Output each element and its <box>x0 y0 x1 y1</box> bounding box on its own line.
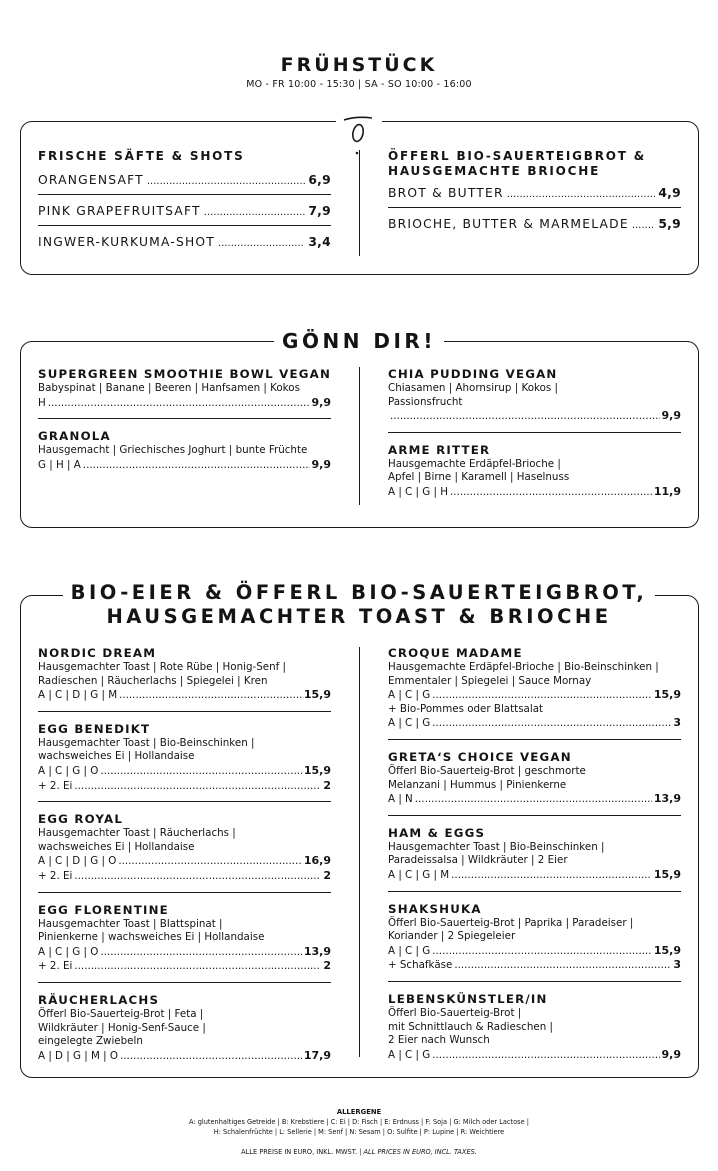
menu-item-name: INGWER-KURKUMA-SHOT <box>38 235 216 249</box>
menu-item-price: 9,9 <box>661 409 681 423</box>
allergen-codes: A | C | G | H <box>388 485 449 498</box>
menu-item-description: Hausgemachter Toast | Bio-Beinschinken | <box>38 736 255 749</box>
menu-item-title: CHIA PUDDING VEGAN <box>388 367 558 381</box>
allergen-codes: G | H | A <box>38 458 81 471</box>
menu-item <box>388 646 681 731</box>
menu-item-price-row <box>388 868 681 883</box>
menu-item-description: Hausgemachte Erdäpfel-Brioche | Bio-Beinschinken | <box>388 661 659 673</box>
menu-item-addon: + Bio-Pommes oder Blattsalat <box>388 702 544 715</box>
menu-item-description: eingelegte Zwiebeln <box>38 1035 143 1048</box>
menu-item-price-row <box>38 779 331 794</box>
section-goenn-dir-title-wrap <box>0 329 718 353</box>
dot-leader <box>48 397 310 411</box>
menu-item-price: 15,9 <box>303 763 331 777</box>
allergen-codes: A | C | G <box>388 944 431 957</box>
item-separator <box>388 739 681 740</box>
menu-item-price: 2 <box>323 959 331 973</box>
menu-item-title: LEBENSKÜNSTLER/IN <box>388 991 548 1006</box>
menu-item-price: 5,9 <box>658 217 681 231</box>
dot-leader <box>119 689 302 703</box>
item-separator <box>38 225 331 226</box>
menu-item <box>38 812 331 883</box>
menu-item-description: Koriander | 2 Spiegeleier <box>388 930 516 943</box>
menu-item <box>38 646 331 703</box>
menu-item-description: 2 Eier nach Wunsch <box>388 1034 490 1047</box>
allergen-codes: + 2. Ei <box>38 869 73 882</box>
menu-item <box>38 367 331 410</box>
menu-item-price-row <box>38 688 331 703</box>
dot-leader <box>390 410 660 424</box>
menu-item <box>388 750 681 807</box>
menu-item-price: 4,9 <box>658 186 681 200</box>
menu-item-price: 17,9 <box>303 1048 331 1062</box>
menu-item-price-row <box>38 854 331 869</box>
menu-item-title: NORDIC DREAM <box>38 646 157 660</box>
menu-item-price-row <box>388 792 681 807</box>
menu-item-title: EGG FLORENTINE <box>38 902 169 917</box>
section-eggs-title-line-2: HAUSGEMACHTER TOAST & BRIOCHE <box>98 605 619 628</box>
item-separator <box>38 194 331 195</box>
section-eggs-title-wrap <box>0 581 718 629</box>
menu-item-description: Hausgemacht | Griechisches Joghurt | bunte Früchte <box>38 444 308 457</box>
menu-item-price: 13,9 <box>653 792 681 806</box>
dot-leader <box>432 717 671 731</box>
item-separator <box>388 981 681 982</box>
menu-item-row <box>388 186 681 200</box>
column-divider <box>359 647 360 1057</box>
dot-leader <box>74 960 321 974</box>
bread-heading-line-2: HAUSGEMACHTE BRIOCHE <box>388 164 601 178</box>
price-note-en: ALL PRICES IN EURO, INCL. TAXES. <box>363 1148 477 1156</box>
menu-item <box>388 902 681 973</box>
bread-list <box>388 186 681 231</box>
allergen-line-2: H: Schalenfrüchte | L: Sellerie | M: Senf | N: Sesam | O: Sulfite | P: Lupine | R: Weichtiere <box>213 1128 505 1136</box>
allergen-line-1: A: glutenhaltiges Getreide | B: Krebstiere | C: Ei | D: Fisch | E: Erdnuss | F: Soja | G: Milch oder Lactose | <box>189 1118 529 1126</box>
menu-item-title: CROQUE MADAME <box>388 646 523 660</box>
menu-item <box>38 722 331 793</box>
menu-item-name: PINK GRAPEFRUITSAFT <box>38 204 201 218</box>
item-separator <box>388 207 681 208</box>
menu-item-price-row <box>388 485 681 500</box>
menu-item-title: EGG ROYAL <box>38 812 124 827</box>
menu-item-description: Öfferl Bio-Sauerteig-Brot | <box>388 1006 522 1019</box>
allergen-codes: A | C | D | G | O <box>38 855 117 868</box>
menu-item-price: 13,9 <box>303 944 331 958</box>
allergen-codes: A | C | G | O <box>38 945 99 958</box>
menu-item-title: HAM & EGGS <box>388 825 486 840</box>
menu-item <box>388 367 681 424</box>
dot-leader <box>432 689 652 703</box>
menu-item-price: 9,9 <box>311 457 331 471</box>
dot-leader <box>415 793 652 807</box>
eggs-right-column <box>388 646 681 1062</box>
item-separator <box>388 815 681 816</box>
allergen-title: ALLERGENE <box>336 1108 382 1116</box>
goenn-dir-left-column <box>38 367 331 472</box>
item-separator <box>388 891 681 892</box>
dot-leader <box>83 459 310 473</box>
dot-leader <box>451 869 652 883</box>
menu-item-price: 3 <box>673 716 681 730</box>
dot-leader <box>100 946 301 960</box>
price-note <box>0 1148 718 1156</box>
allergen-codes: A | C | G <box>388 1048 431 1061</box>
menu-item-price: 15,9 <box>303 688 331 702</box>
dot-leader <box>507 189 656 200</box>
juices-heading: FRISCHE SÄFTE & SHOTS <box>38 149 245 163</box>
menu-item-name: BRIOCHE, BUTTER & MARMELADE <box>388 217 629 231</box>
menu-item-price: 3,4 <box>308 235 331 249</box>
menu-item-description: Öfferl Bio-Sauerteig-Brot | Paprika | Paradeiser | <box>388 916 634 929</box>
menu-item-name: BROT & BUTTER <box>388 186 504 200</box>
menu-item-row <box>388 217 681 231</box>
section-eggs-title-line-1: BIO-EIER & ÖFFERL BIO-SAUERTEIGBROT, <box>63 581 656 604</box>
dot-leader <box>74 870 321 884</box>
menu-item-price: 2 <box>323 778 331 792</box>
column-divider <box>359 150 360 256</box>
dot-leader <box>432 945 652 959</box>
menu-item-title: GRANOLA <box>38 429 111 444</box>
allergen-codes: A | D | G | M | O <box>38 1049 119 1062</box>
menu-item-description: Hausgemachter Toast | Blattspinat | <box>38 917 223 930</box>
dot-leader <box>147 176 305 187</box>
menu-item-description: Öfferl Bio-Sauerteig-Brot | geschmorte <box>388 764 586 777</box>
menu-item-description: Chiasamen | Ahornsirup | Kokos | <box>388 382 558 394</box>
menu-item-price: 3 <box>673 958 681 972</box>
menu-item-price-row <box>388 716 681 731</box>
menu-item-description: Paradeissalsa | Wildkräuter | 2 Eier <box>388 854 568 867</box>
menu-item-description: Öfferl Bio-Sauerteig-Brot | Feta | <box>38 1007 204 1020</box>
menu-item-description: Hausgemachter Toast | Bio-Beinschinken | <box>388 840 605 853</box>
bread-column <box>388 149 681 231</box>
menu-item-price: 15,9 <box>653 943 681 957</box>
item-separator <box>38 982 331 983</box>
item-separator <box>388 432 681 433</box>
allergen-codes: A | N <box>388 793 413 806</box>
dot-leader <box>454 959 671 973</box>
allergen-codes: A | C | G | M <box>388 868 450 881</box>
menu-item-description: Pinienkerne | wachsweiches Ei | Hollandaise <box>38 931 265 944</box>
goenn-dir-right-column <box>388 367 681 500</box>
item-separator <box>38 711 331 712</box>
menu-item-title: SUPERGREEN SMOOTHIE BOWL VEGAN <box>38 367 332 381</box>
menu-item-price-row <box>38 764 331 779</box>
menu-item-price: 16,9 <box>303 854 331 868</box>
eggs-left-column <box>38 646 331 1063</box>
menu-item-price-row <box>38 945 331 960</box>
menu-item-title: GRETA‘S CHOICE VEGAN <box>388 749 572 764</box>
menu-item-description: mit Schnittlauch & Radieschen | <box>388 1020 553 1033</box>
allergen-codes: + Schafkäse <box>388 959 453 972</box>
allergen-codes: A | C | D | G | M <box>38 689 118 702</box>
menu-item-price: 7,9 <box>308 204 331 218</box>
menu-item-price: 9,9 <box>311 395 331 409</box>
juices-column <box>38 149 331 249</box>
menu-item-title: EGG BENEDIKT <box>38 721 151 736</box>
menu-item-title: SHAKSHUKA <box>388 901 482 916</box>
menu-item-price: 2 <box>323 868 331 882</box>
menu-item-price-row <box>38 959 331 974</box>
allergen-codes: A | C | G | O <box>38 764 99 777</box>
allergen-codes: + 2. Ei <box>38 960 73 973</box>
menu-item-description: wachsweiches Ei | Hollandaise <box>38 840 195 853</box>
page-title: FRÜHSTÜCK <box>280 54 438 76</box>
menu-item-description: Babyspinat | Banane | Beeren | Hanfsamen | Kokos <box>38 382 300 394</box>
menu-item <box>388 443 681 500</box>
menu-item <box>388 992 681 1062</box>
menu-item <box>388 826 681 883</box>
menu-item-price: 15,9 <box>653 688 681 702</box>
menu-item-price-row <box>388 409 681 424</box>
juices-list <box>38 173 331 249</box>
item-separator <box>38 892 331 893</box>
menu-item-row <box>38 173 331 187</box>
dot-leader <box>450 486 652 500</box>
menu-item-description: Radieschen | Räucherlachs | Spiegelei | Kren <box>38 674 268 687</box>
menu-item-title: ARME RITTER <box>388 442 491 457</box>
menu-item-description: Apfel | Birne | Karamell | Haselnuss <box>388 471 570 484</box>
column-divider <box>359 367 360 505</box>
menu-item-price-row <box>38 869 331 884</box>
menu-item-price: 11,9 <box>653 484 681 498</box>
menu-item-price-row <box>388 1048 681 1063</box>
dot-leader <box>632 220 656 231</box>
menu-item-row <box>38 235 331 249</box>
menu-item <box>38 429 331 472</box>
allergen-codes: + 2. Ei <box>38 779 73 792</box>
item-separator <box>38 418 331 419</box>
dot-leader <box>204 207 306 218</box>
dot-leader <box>218 238 305 249</box>
allergen-codes: H <box>38 396 46 409</box>
menu-item-description: Melanzani | Hummus | Pinienkerne <box>388 778 567 791</box>
menu-item-title: RÄUCHERLACHS <box>38 992 160 1007</box>
menu-item-description: Passionsfrucht <box>388 395 463 408</box>
menu-item-name: ORANGENSAFT <box>38 173 144 187</box>
dot-leader <box>120 1050 302 1064</box>
menu-item-price-row <box>388 944 681 959</box>
menu-item-price: 6,9 <box>308 173 331 187</box>
menu-item-description: Hausgemachter Toast | Rote Rübe | Honig-Senf | <box>38 661 286 673</box>
bread-heading-line-1: ÖFFERL BIO-SAUERTEIGBROT & <box>388 149 646 163</box>
menu-item-description: Hausgemachter Toast | Räucherlachs | <box>38 827 236 840</box>
menu-item-price-row <box>388 688 681 703</box>
dot-leader <box>100 765 301 779</box>
menu-item-description: Emmentaler | Spiegelei | Sauce Mornay <box>388 674 592 687</box>
opening-hours: MO - FR 10:00 - 15:30 | SA - SO 10:00 - 16:00 <box>246 79 472 90</box>
menu-item-price-row <box>38 1049 331 1064</box>
price-note-de: ALLE PREISE IN EURO, INKL. MWST. | <box>241 1148 364 1156</box>
menu-item-description: Wildkräuter | Honig-Senf-Sauce | <box>38 1021 206 1034</box>
menu-item-price-row <box>38 396 331 411</box>
dot-leader <box>432 1049 659 1063</box>
menu-item <box>38 903 331 974</box>
menu-item-description: wachsweiches Ei | Hollandaise <box>38 750 195 763</box>
section-goenn-dir-title: GÖNN DIR! <box>274 329 444 353</box>
dot-leader <box>118 855 302 869</box>
menu-item <box>38 993 331 1063</box>
menu-item-price: 15,9 <box>653 867 681 881</box>
menu-item-description: Hausgemachte Erdäpfel-Brioche | <box>388 457 561 470</box>
menu-item-price-row <box>38 458 331 473</box>
dot-leader <box>74 780 321 794</box>
menu-item-row <box>38 204 331 218</box>
allergen-codes: A | C | G <box>388 717 431 730</box>
menu-item-price-row <box>388 958 681 973</box>
menu-item-price: 9,9 <box>661 1047 681 1061</box>
allergen-codes: A | C | G <box>388 689 431 702</box>
item-separator <box>38 801 331 802</box>
